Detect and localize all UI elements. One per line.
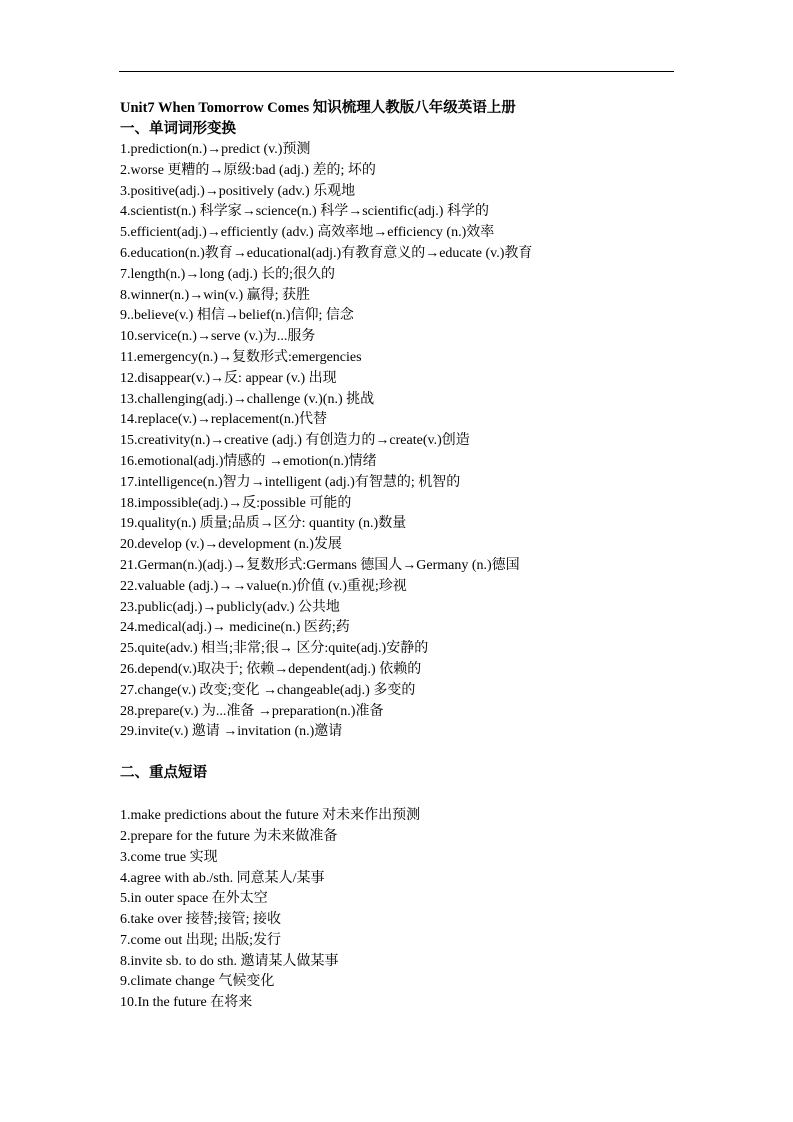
word-form-item: 29.invite(v.) 邀请 →invitation (n.)邀请 (120, 724, 343, 740)
word-form-item: 27.change(v.) 改变;变化 →changeable(adj.) 多变的 (120, 682, 416, 698)
document-title: Unit7 When Tomorrow Comes 知识梳理人教版八年级英语上册 (120, 100, 516, 116)
phrase-item: 4.agree with ab./sth. 同意某人/某事 (120, 870, 325, 886)
word-form-item: 26.depend(v.)取决于; 依赖→dependent(adj.) 依赖的 (120, 661, 422, 677)
word-form-item: 1.prediction(n.)→predict (v.)预测 (120, 142, 311, 157)
word-form-item: 15.creativity(n.)→creative (adj.) 有创造力的→create(v.)创造 (120, 433, 470, 449)
word-form-item: 9..believe(v.) 相信→belief(n.)信仰; 信念 (120, 308, 354, 324)
word-form-item: 8.winner(n.)→win(v.) 赢得; 获胜 (120, 287, 311, 303)
section-spacer (120, 784, 680, 806)
header-rule (119, 71, 674, 72)
phrase-item: 10.In the future 在将来 (120, 995, 253, 1011)
document-body (120, 97, 680, 1014)
word-forms-list (120, 140, 680, 743)
word-form-item: 13.challenging(adj.)→challenge (v.)(n.) 挑战 (120, 391, 375, 407)
word-form-item: 7.length(n.)→long (adj.) 长的;很久的 (120, 266, 336, 282)
phrase-item: 6.take over 接替;接管; 接收 (120, 912, 281, 928)
word-form-item: 24.medical(adj.)→ medicine(n.) 医药;药 (120, 620, 350, 636)
section-heading-key-phrases: 二、重点短语 (120, 765, 207, 782)
word-form-item: 17.intelligence(n.)智力→intelligent (adj.)有智慧的; 机智的 (120, 474, 461, 490)
word-form-item: 4.scientist(n.) 科学家→science(n.) 科学→scientific(adj.) 科学的 (120, 204, 489, 220)
phrase-item: 9.climate change 气候变化 (120, 974, 275, 990)
word-form-item: 10.service(n.)→serve (v.)为...服务 (120, 329, 316, 345)
word-form-item: 25.quite(adv.) 相当;非常;很→ 区分:quite(adj.)安静的 (120, 641, 429, 657)
word-form-item: 16.emotional(adj.)情感的 →emotion(n.)情绪 (120, 453, 377, 469)
word-form-item: 12.disappear(v.)→反: appear (v.) 出现 (120, 370, 337, 386)
section-spacer (120, 743, 680, 763)
word-form-item: 20.develop (v.)→development (n.)发展 (120, 537, 342, 553)
phrase-item: 5.in outer space 在外太空 (120, 891, 268, 907)
word-form-item: 28.prepare(v.) 为...准备 →preparation(n.)准备 (120, 703, 384, 719)
word-form-item: 5.efficient(adj.)→efficiently (adv.) 高效率地→efficiency (n.)效率 (120, 225, 495, 241)
word-form-item: 14.replace(v.)→replacement(n.)代替 (120, 412, 328, 428)
word-form-item: 23.public(adj.)→publicly(adv.) 公共地 (120, 599, 340, 615)
key-phrases-list (120, 806, 680, 1014)
word-form-item: 6.education(n.)教育→educational(adj.)有教育意义的→educate (v.)教育 (120, 245, 533, 261)
phrase-item: 1.make predictions about the future 对未来作出预测 (120, 808, 421, 824)
word-form-item: 2.worse 更糟的→原级:bad (adj.) 差的; 坏的 (120, 162, 376, 178)
word-form-item: 18.impossible(adj.)→反:possible 可能的 (120, 495, 352, 511)
phrase-item: 3.come true 实现 (120, 849, 218, 865)
phrase-item: 2.prepare for the future 为未来做准备 (120, 828, 338, 844)
word-form-item: 19.quality(n.) 质量;品质→区分: quantity (n.)数量 (120, 516, 407, 532)
phrase-item: 8.invite sb. to do sth. 邀请某人做某事 (120, 953, 339, 969)
phrase-item: 7.come out 出现; 出版;发行 (120, 932, 281, 948)
word-form-item: 22.valuable (adj.)→→value(n.)价值 (v.)重视;珍视 (120, 578, 407, 594)
word-form-item: 3.positive(adj.)→positively (adv.) 乐观地 (120, 183, 356, 199)
word-form-item: 21.German(n.)(adj.)→复数形式:Germans 德国人→Germany (n.)德国 (120, 557, 520, 573)
section-heading-word-forms: 一、单词词形变换 (120, 121, 236, 137)
word-form-item: 11.emergency(n.)→复数形式:emergencies (120, 349, 362, 365)
